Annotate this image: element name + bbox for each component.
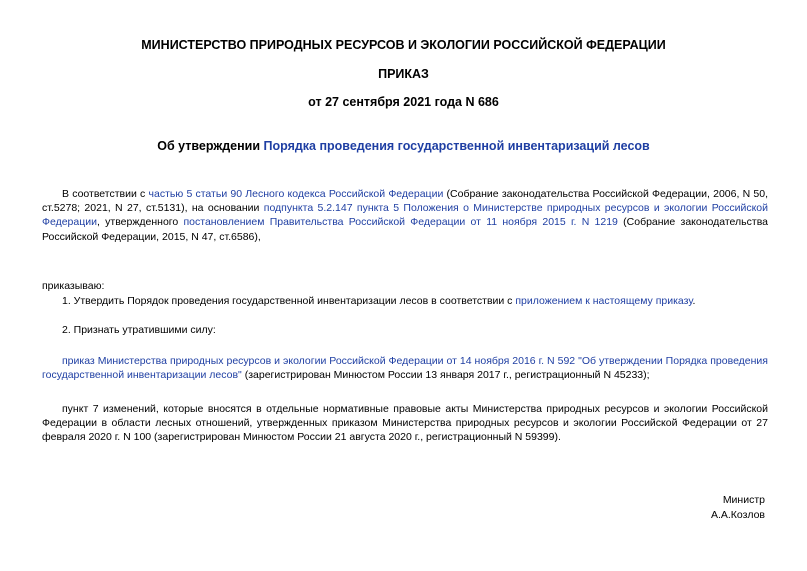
item-2: 2. Признать утратившими силу: — [62, 324, 216, 336]
ministry-header: МИНИСТЕРСТВО ПРИРОДНЫХ РЕСУРСОВ И ЭКОЛОГИИ РОССИЙСКОЙ ФЕДЕРАЦИИ — [141, 38, 666, 52]
preamble-text-1: В соответствии с — [62, 188, 149, 200]
item-1 — [42, 294, 768, 308]
preamble-paragraph — [42, 187, 768, 244]
preamble-text-3: , утвержденного — [96, 216, 184, 229]
title-link[interactable]: Порядка проведения государственной инвентаризаций лесов — [263, 139, 650, 153]
signature-position: Министр — [722, 494, 765, 506]
orders-line: приказываю: — [42, 280, 105, 292]
government-decree-link[interactable]: постановлением Правительства Российской Федерации от 11 ноября 2015 г. N 1219 — [183, 216, 618, 229]
document-type: ПРИКАЗ — [378, 67, 429, 81]
regulation-link[interactable]: подпункта 5.2.147 пункта 5 Положения о Министерстве природных ресурсов и экологии Российской Федерации — [42, 202, 768, 229]
item-1-end: . — [692, 295, 696, 307]
forest-code-link[interactable]: частью 5 статьи 90 Лесного кодекса Российской Федерации — [148, 188, 444, 200]
signature-name: А.А.Козлов — [710, 508, 765, 521]
preamble-text-2: (Собрание законодательства Российской Федерации, 2006, N 50, ст.5278; 2021, N 27, ст.5131), на основании — [42, 188, 769, 215]
preamble-text-4: (Собрание законодательства Российской Федерации, 2015, N 47, ст.6586), — [42, 216, 768, 243]
repeal-item-1 — [42, 354, 768, 382]
title-prefix: Об утверждении — [157, 139, 264, 153]
repeal-item-1-text: (зарегистрирован Минюстом России 13 января 2017 г., регистрационный N 45233); — [241, 369, 650, 382]
item-1-text: 1. Утвердить Порядок проведения государственной инвентаризации лесов в соответствии с — [62, 295, 516, 307]
order-592-link[interactable]: приказ Министерства природных ресурсов и экологии Российской Федерации от 14 ноября 2016 г. N 592 "Об утверждении Порядка проведения государственной инвентаризации лесов" — [42, 355, 768, 382]
signature-block — [711, 493, 765, 522]
appendix-link[interactable]: приложением к настоящему приказу — [515, 295, 693, 307]
document-date-number: от 27 сентября 2021 года N 686 — [308, 95, 499, 109]
repeal-item-2: пункт 7 изменений, которые вносятся в отдельные нормативные правовые акты Министерства природных ресурсов и экологии Российской Федерации в области лесных отношений, утвержденных приказом Министерства природных ресурсов и экологии Российской Федерации от 27 февраля 2020 г. N 100 (зарегистрирован Минюстом России 21 августа 2020 г., регистрационный N 59399). — [42, 403, 768, 444]
document-title — [0, 139, 807, 153]
